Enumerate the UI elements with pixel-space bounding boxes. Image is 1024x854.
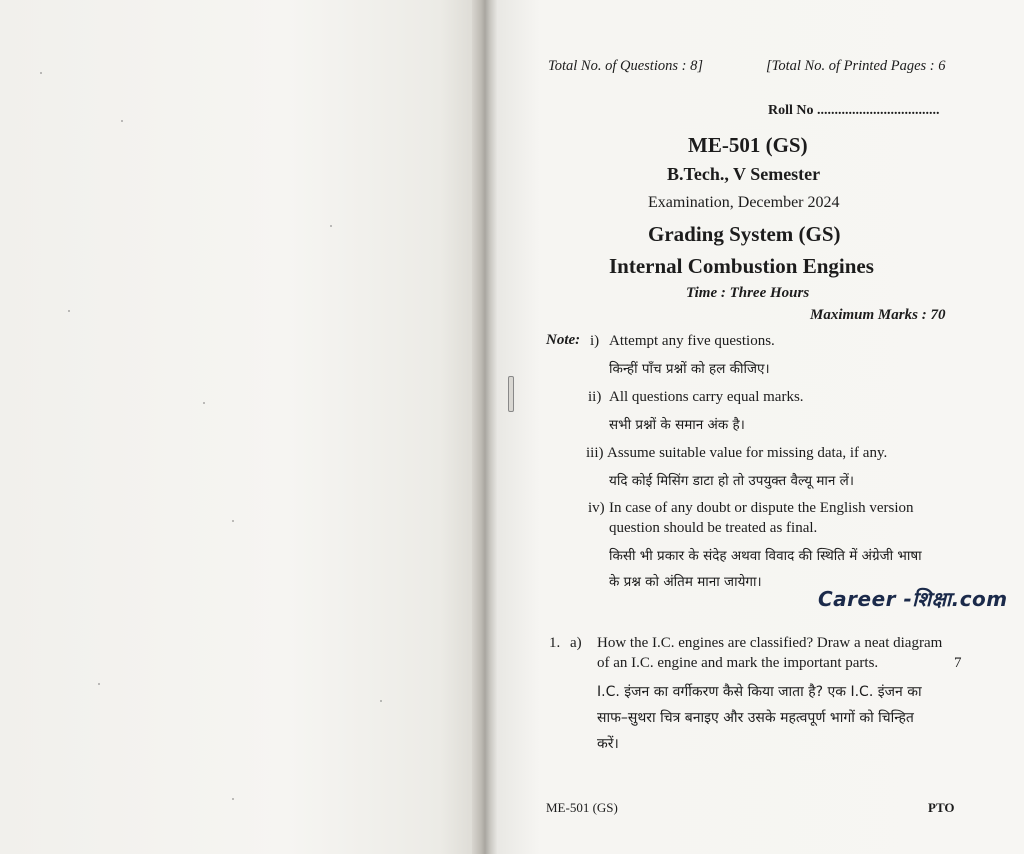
paper-code: ME-501 (GS)	[688, 133, 808, 157]
paper-speck	[121, 120, 123, 122]
note-item-hindi: सभी प्रश्नों के समान अंक है।	[609, 417, 745, 433]
subject-title: Internal Combustion Engines	[609, 254, 874, 278]
watermark-logo: Career -शिक्षा.com	[818, 587, 1008, 611]
paper-speck	[232, 798, 234, 800]
total-questions: Total No. of Questions : 8]	[548, 58, 703, 74]
question-part: a)	[570, 635, 582, 651]
paper-speck	[380, 700, 382, 702]
paper-speck	[203, 402, 205, 404]
note-item-english: In case of any doubt or dispute the English version	[609, 500, 914, 516]
note-item-number: iv)	[588, 500, 605, 516]
time-allowed: Time : Three Hours	[686, 285, 810, 301]
roll-number-field: Roll No ...................................	[768, 103, 940, 118]
program-name: B.Tech., V Semester	[667, 164, 821, 184]
question-hindi: करें।	[597, 736, 619, 752]
binding-clip	[508, 376, 514, 412]
note-item-hindi: किन्हीं पाँच प्रश्नों को हल कीजिए।	[609, 361, 770, 377]
paper-speck	[98, 683, 100, 685]
left-blank-page	[0, 0, 478, 854]
maximum-marks: Maximum Marks : 70	[810, 307, 946, 323]
note-item-number: iii)	[586, 445, 604, 461]
book-gutter	[472, 0, 498, 854]
paper-speck	[40, 72, 42, 74]
note-item-hindi: यदि कोई मिसिंग डाटा हो तो उपयुक्त वैल्यू मान लें।	[609, 473, 854, 489]
paper-speck	[68, 310, 70, 312]
note-item-number: ii)	[588, 389, 602, 405]
total-pages: [Total No. of Printed Pages : 6	[766, 58, 946, 74]
note-item-english: question should be treated as final.	[609, 520, 818, 536]
note-label: Note:	[546, 332, 581, 348]
question-english: of an I.C. engine and mark the important parts.	[597, 655, 879, 671]
question-english: How the I.C. engines are classified? Draw a neat diagram	[597, 635, 943, 651]
exam-session: Examination, December 2024	[648, 194, 840, 211]
note-item-number: i)	[590, 333, 600, 349]
note-item-hindi: के प्रश्न को अंतिम माना जायेगा।	[609, 574, 762, 590]
question-hindi: I.C. इंजन का वर्गीकरण कैसे किया जाता है? एक I.C. इंजन का	[597, 684, 922, 700]
footer-pto: PTO	[928, 800, 955, 815]
note-item-english: All questions carry equal marks.	[609, 389, 804, 405]
note-item-english: Attempt any five questions.	[609, 333, 775, 349]
footer-paper-code: ME-501 (GS)	[546, 800, 618, 815]
grading-system: Grading System (GS)	[648, 222, 841, 246]
note-item-english: Assume suitable value for missing data, if any.	[607, 445, 888, 461]
question-hindi: साफ–सुथरा चित्र बनाइए और उसके महत्वपूर्ण भागों को चिन्हित	[597, 710, 914, 726]
question-number: 1.	[549, 635, 561, 651]
paper-speck	[330, 225, 332, 227]
question-marks: 7	[954, 655, 962, 671]
paper-speck	[232, 520, 234, 522]
note-item-hindi: किसी भी प्रकार के संदेह अथवा विवाद की स्थिति में अंग्रेजी भाषा	[609, 548, 922, 564]
